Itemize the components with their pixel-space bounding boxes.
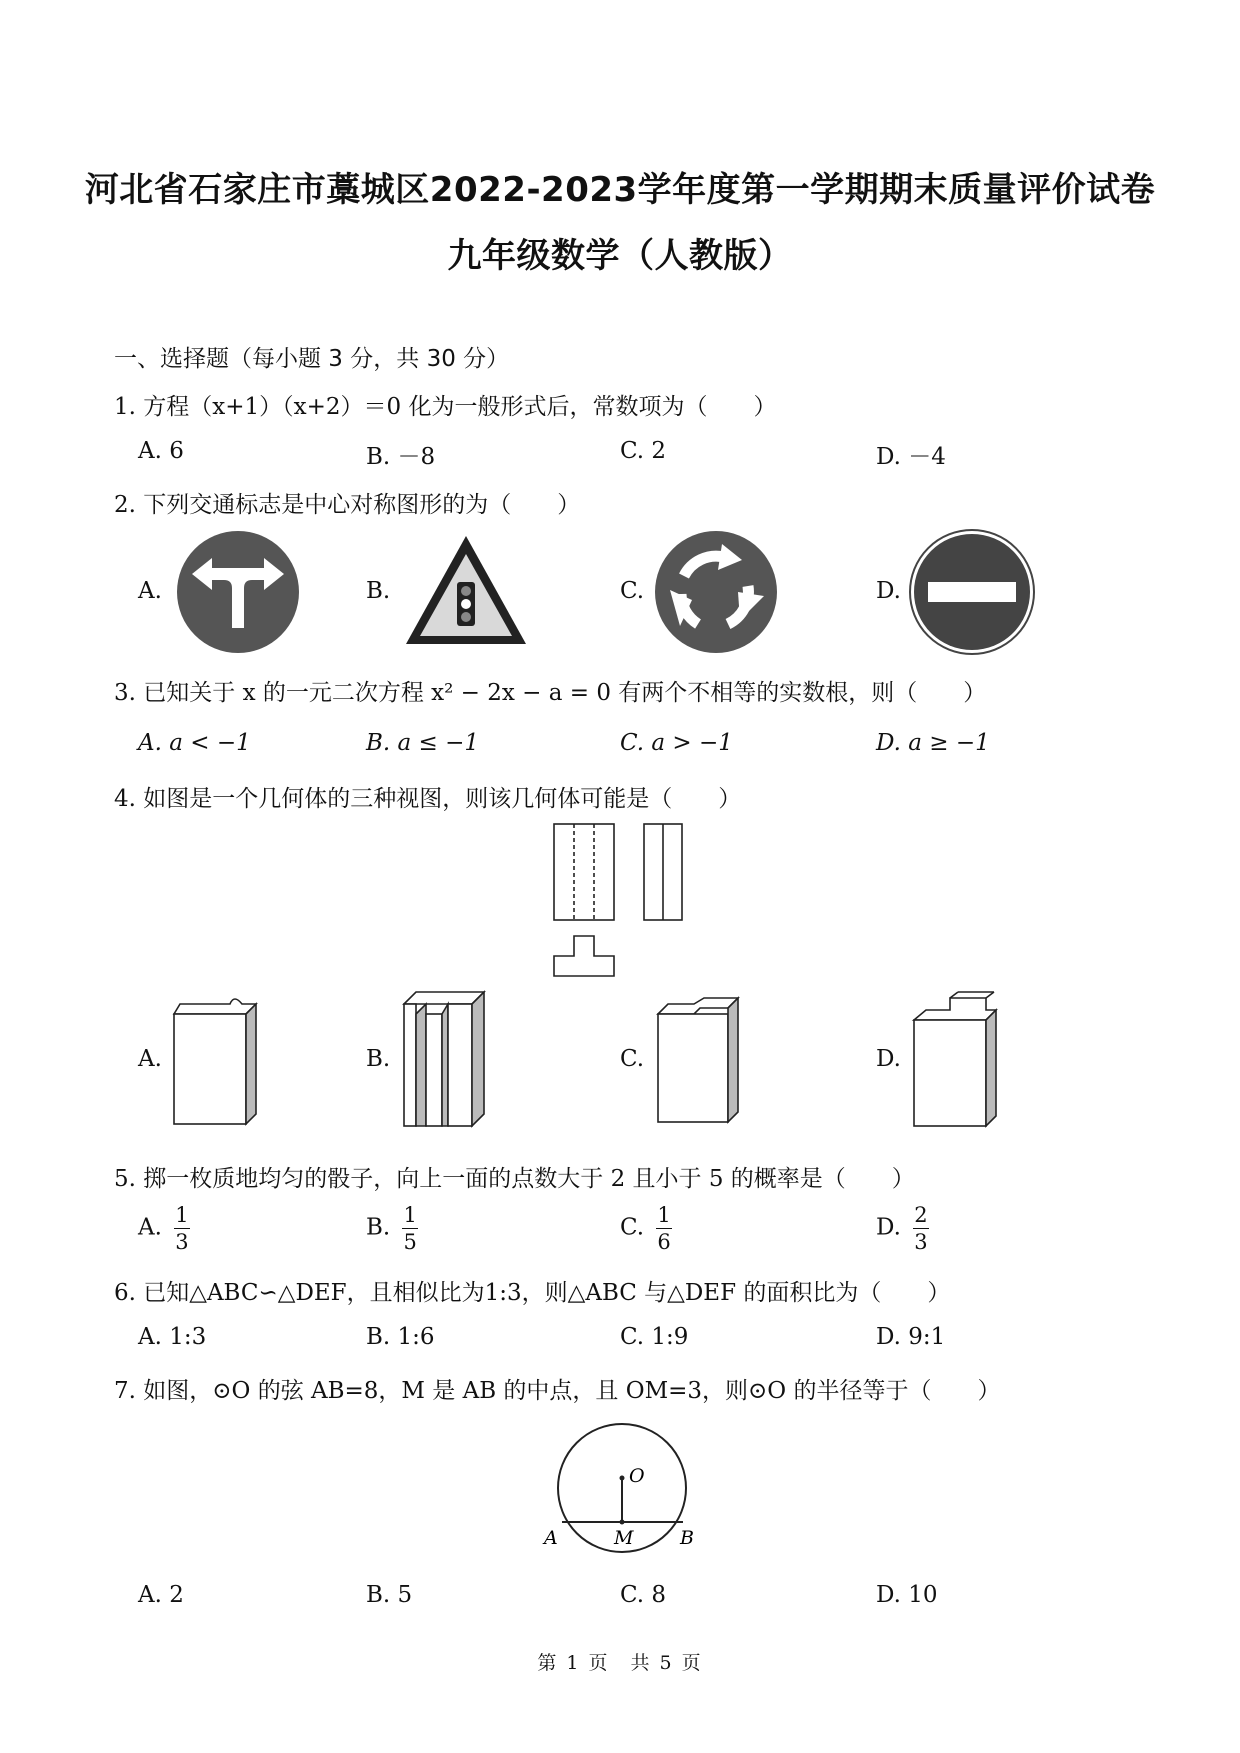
q4-solid-c xyxy=(654,994,744,1130)
q2-option-c: C. xyxy=(620,578,645,604)
q4-solid-b xyxy=(398,990,488,1132)
q5-option-a xyxy=(138,1204,190,1253)
q3-option-b: B. a ≤ −1 xyxy=(366,730,480,756)
q5-option-d-label: D. xyxy=(876,1214,901,1241)
no-entry-sign-icon xyxy=(908,528,1036,656)
point-a-label: A xyxy=(544,1527,558,1549)
q5-option-b xyxy=(366,1204,418,1253)
q2-option-a: A. xyxy=(138,578,162,604)
q1-option-c: C. 2 xyxy=(620,438,667,464)
q3-option-c: C. a > −1 xyxy=(620,730,733,756)
q7-option-a: A. 2 xyxy=(138,1582,184,1608)
q1-option-b: B. －8 xyxy=(366,444,436,470)
point-b-label: B xyxy=(680,1527,694,1549)
exam-subtitle: 九年级数学（人教版） xyxy=(447,236,793,276)
q7-option-d: D. 10 xyxy=(876,1582,938,1608)
q5-fraction-b: $\frac{1}{5}$ xyxy=(403,1203,417,1255)
q5-fraction-c: $\frac{1}{6}$ xyxy=(657,1203,671,1255)
q5-option-c-label: C. xyxy=(620,1214,645,1241)
q2-option-b: B. xyxy=(366,578,391,604)
question-4: 4. 如图是一个几何体的三种视图，则该几何体可能是（ ） xyxy=(114,786,742,812)
question-5: 5. 掷一枚质地均匀的骰子，向上一面的点数大于 2 且小于 5 的概率是（ ） xyxy=(114,1166,915,1192)
q4-option-c: C. xyxy=(620,1046,645,1072)
q4-option-d: D. xyxy=(876,1046,901,1072)
q4-option-b: B. xyxy=(366,1046,391,1072)
circle-chord-figure xyxy=(538,1418,702,1566)
q1-option-d: D. －4 xyxy=(876,444,946,470)
q5-option-d xyxy=(876,1204,929,1253)
exam-title: 河北省石家庄市藁城区2022-2023学年度第一学期期末质量评价试卷 xyxy=(84,170,1156,210)
q1-option-a: A. 6 xyxy=(138,438,184,464)
page-footer: 第 1 页 共 5 页 xyxy=(537,1652,703,1674)
q4-solid-a xyxy=(170,990,260,1130)
q5-option-c xyxy=(620,1204,672,1253)
q7-option-c: C. 8 xyxy=(620,1582,667,1608)
q4-solid-d xyxy=(910,990,1000,1132)
traffic-light-warning-sign-icon xyxy=(402,532,530,650)
question-7: 7. 如图，⊙O 的弦 AB=8，M 是 AB 的中点，且 OM=3，则⊙O 的半径等于（ ） xyxy=(114,1378,1001,1404)
point-o-label: O xyxy=(629,1465,645,1487)
roundabout-sign-icon xyxy=(654,530,778,654)
question-6: 6. 已知△ABC∽△DEF，且相似比为1:3，则△ABC 与△DEF 的面积比为（ ） xyxy=(114,1280,951,1306)
point-m-label: M xyxy=(614,1527,634,1549)
q3-option-d: D. a ≥ −1 xyxy=(876,730,990,756)
q3-option-a: A. a < −1 xyxy=(138,730,251,756)
turn-left-right-sign-icon xyxy=(176,530,300,654)
q6-option-b: B. 1:6 xyxy=(366,1324,435,1350)
q5-fraction-a: $\frac{1}{3}$ xyxy=(175,1203,189,1255)
q4-option-a: A. xyxy=(138,1046,162,1072)
question-1: 1. 方程（x+1）（x+2）＝0 化为一般形式后，常数项为（ ） xyxy=(114,394,777,420)
q6-option-d: D. 9:1 xyxy=(876,1324,946,1350)
q5-option-b-label: B. xyxy=(366,1214,391,1241)
q5-fraction-d: $\frac{2}{3}$ xyxy=(914,1203,928,1255)
section-heading: 一、选择题（每小题 3 分，共 30 分） xyxy=(114,346,510,372)
q6-option-a: A. 1:3 xyxy=(138,1324,207,1350)
q2-option-d: D. xyxy=(876,578,901,604)
q5-option-a-label: A. xyxy=(138,1214,162,1241)
question-2: 2. 下列交通标志是中心对称图形的为（ ） xyxy=(114,492,581,518)
q6-option-c: C. 1:9 xyxy=(620,1324,689,1350)
three-views-figure xyxy=(548,818,688,980)
question-3: 3. 已知关于 x 的一元二次方程 x² − 2x − a = 0 有两个不相等的实数根，则（ ） xyxy=(114,680,987,706)
q7-option-b: B. 5 xyxy=(366,1582,413,1608)
